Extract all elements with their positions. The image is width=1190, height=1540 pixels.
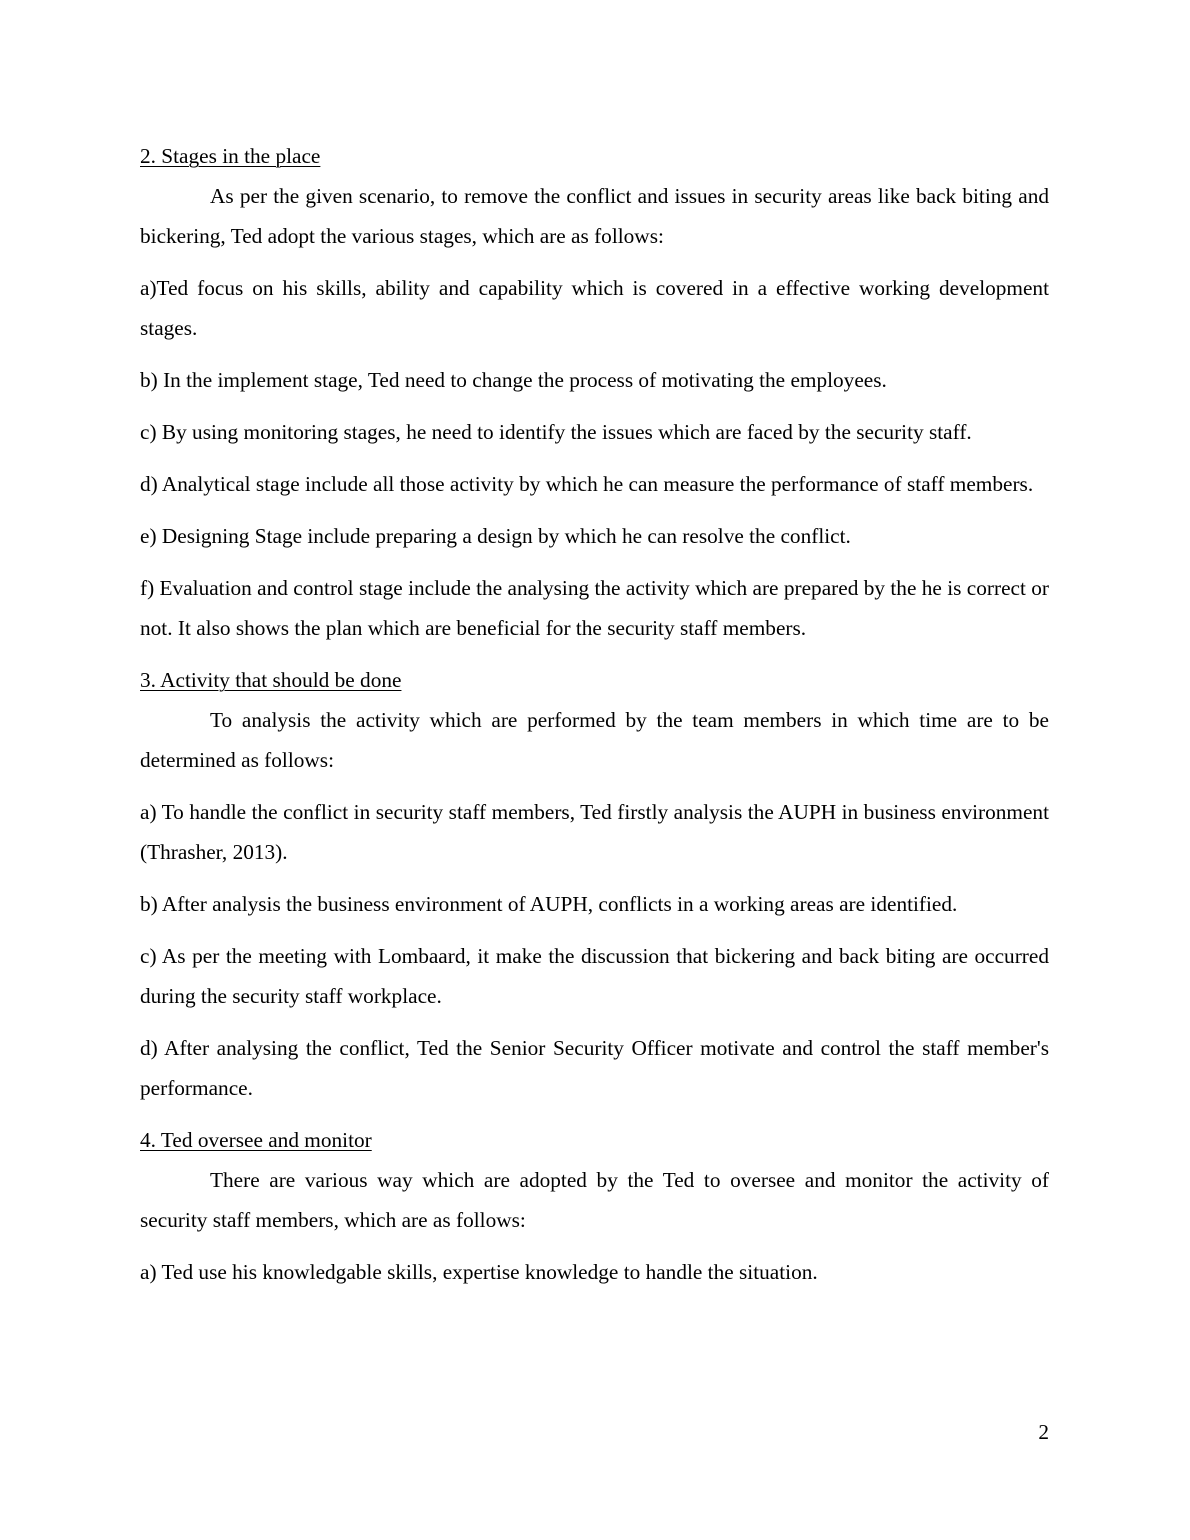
list-item: c) By using monitoring stages, he need to identify the issues which are faced by the security staff. [140,420,972,444]
list-item: d) After analysing the conflict, Ted the Senior Security Officer motivate and control the staff member's performance. [140,1036,1049,1100]
list-item: a) To handle the conflict in security staff members, Ted firstly analysis the AUPH in business environment (Thrasher, 2013). [140,800,1049,864]
list-item: f) Evaluation and control stage include the analysing the activity which are prepared by the he is correct or not. It also shows the plan which are beneficial for the security staff members. [140,576,1049,640]
section-intro: To analysis the activity which are performed by the team members in which time are to be determined as follows: [140,708,1049,772]
section-oversee [140,1120,1049,1292]
list-item: a) Ted use his knowledgable skills, expertise knowledge to handle the situation. [140,1260,818,1284]
section-intro: As per the given scenario, to remove the conflict and issues in security areas like back biting and bickering, Ted adopt the various stages, which are as follows: [140,184,1049,248]
list-item: d) Analytical stage include all those activity by which he can measure the performance of staff members. [140,472,1034,496]
page-number: 2 [1038,1420,1049,1444]
list-item: c) As per the meeting with Lombaard, it make the discussion that bickering and back biting are occurred during the security staff workplace. [140,944,1049,1008]
page-content [140,136,1049,1292]
list-item: e) Designing Stage include preparing a design by which he can resolve the conflict. [140,524,851,548]
list-item: b) After analysis the business environment of AUPH, conflicts in a working areas are identified. [140,892,958,916]
section-heading: 2. Stages in the place [140,144,321,168]
section-heading: 4. Ted oversee and monitor [140,1128,372,1152]
section-heading: 3. Activity that should be done [140,668,402,692]
section-intro: There are various way which are adopted by the Ted to oversee and monitor the activity of security staff members, which are as follows: [140,1168,1049,1232]
list-item: a)Ted focus on his skills, ability and capability which is covered in a effective working development stages. [140,276,1049,340]
list-item: b) In the implement stage, Ted need to change the process of motivating the employees. [140,368,887,392]
section-stages [140,136,1049,648]
section-activity [140,660,1049,1108]
